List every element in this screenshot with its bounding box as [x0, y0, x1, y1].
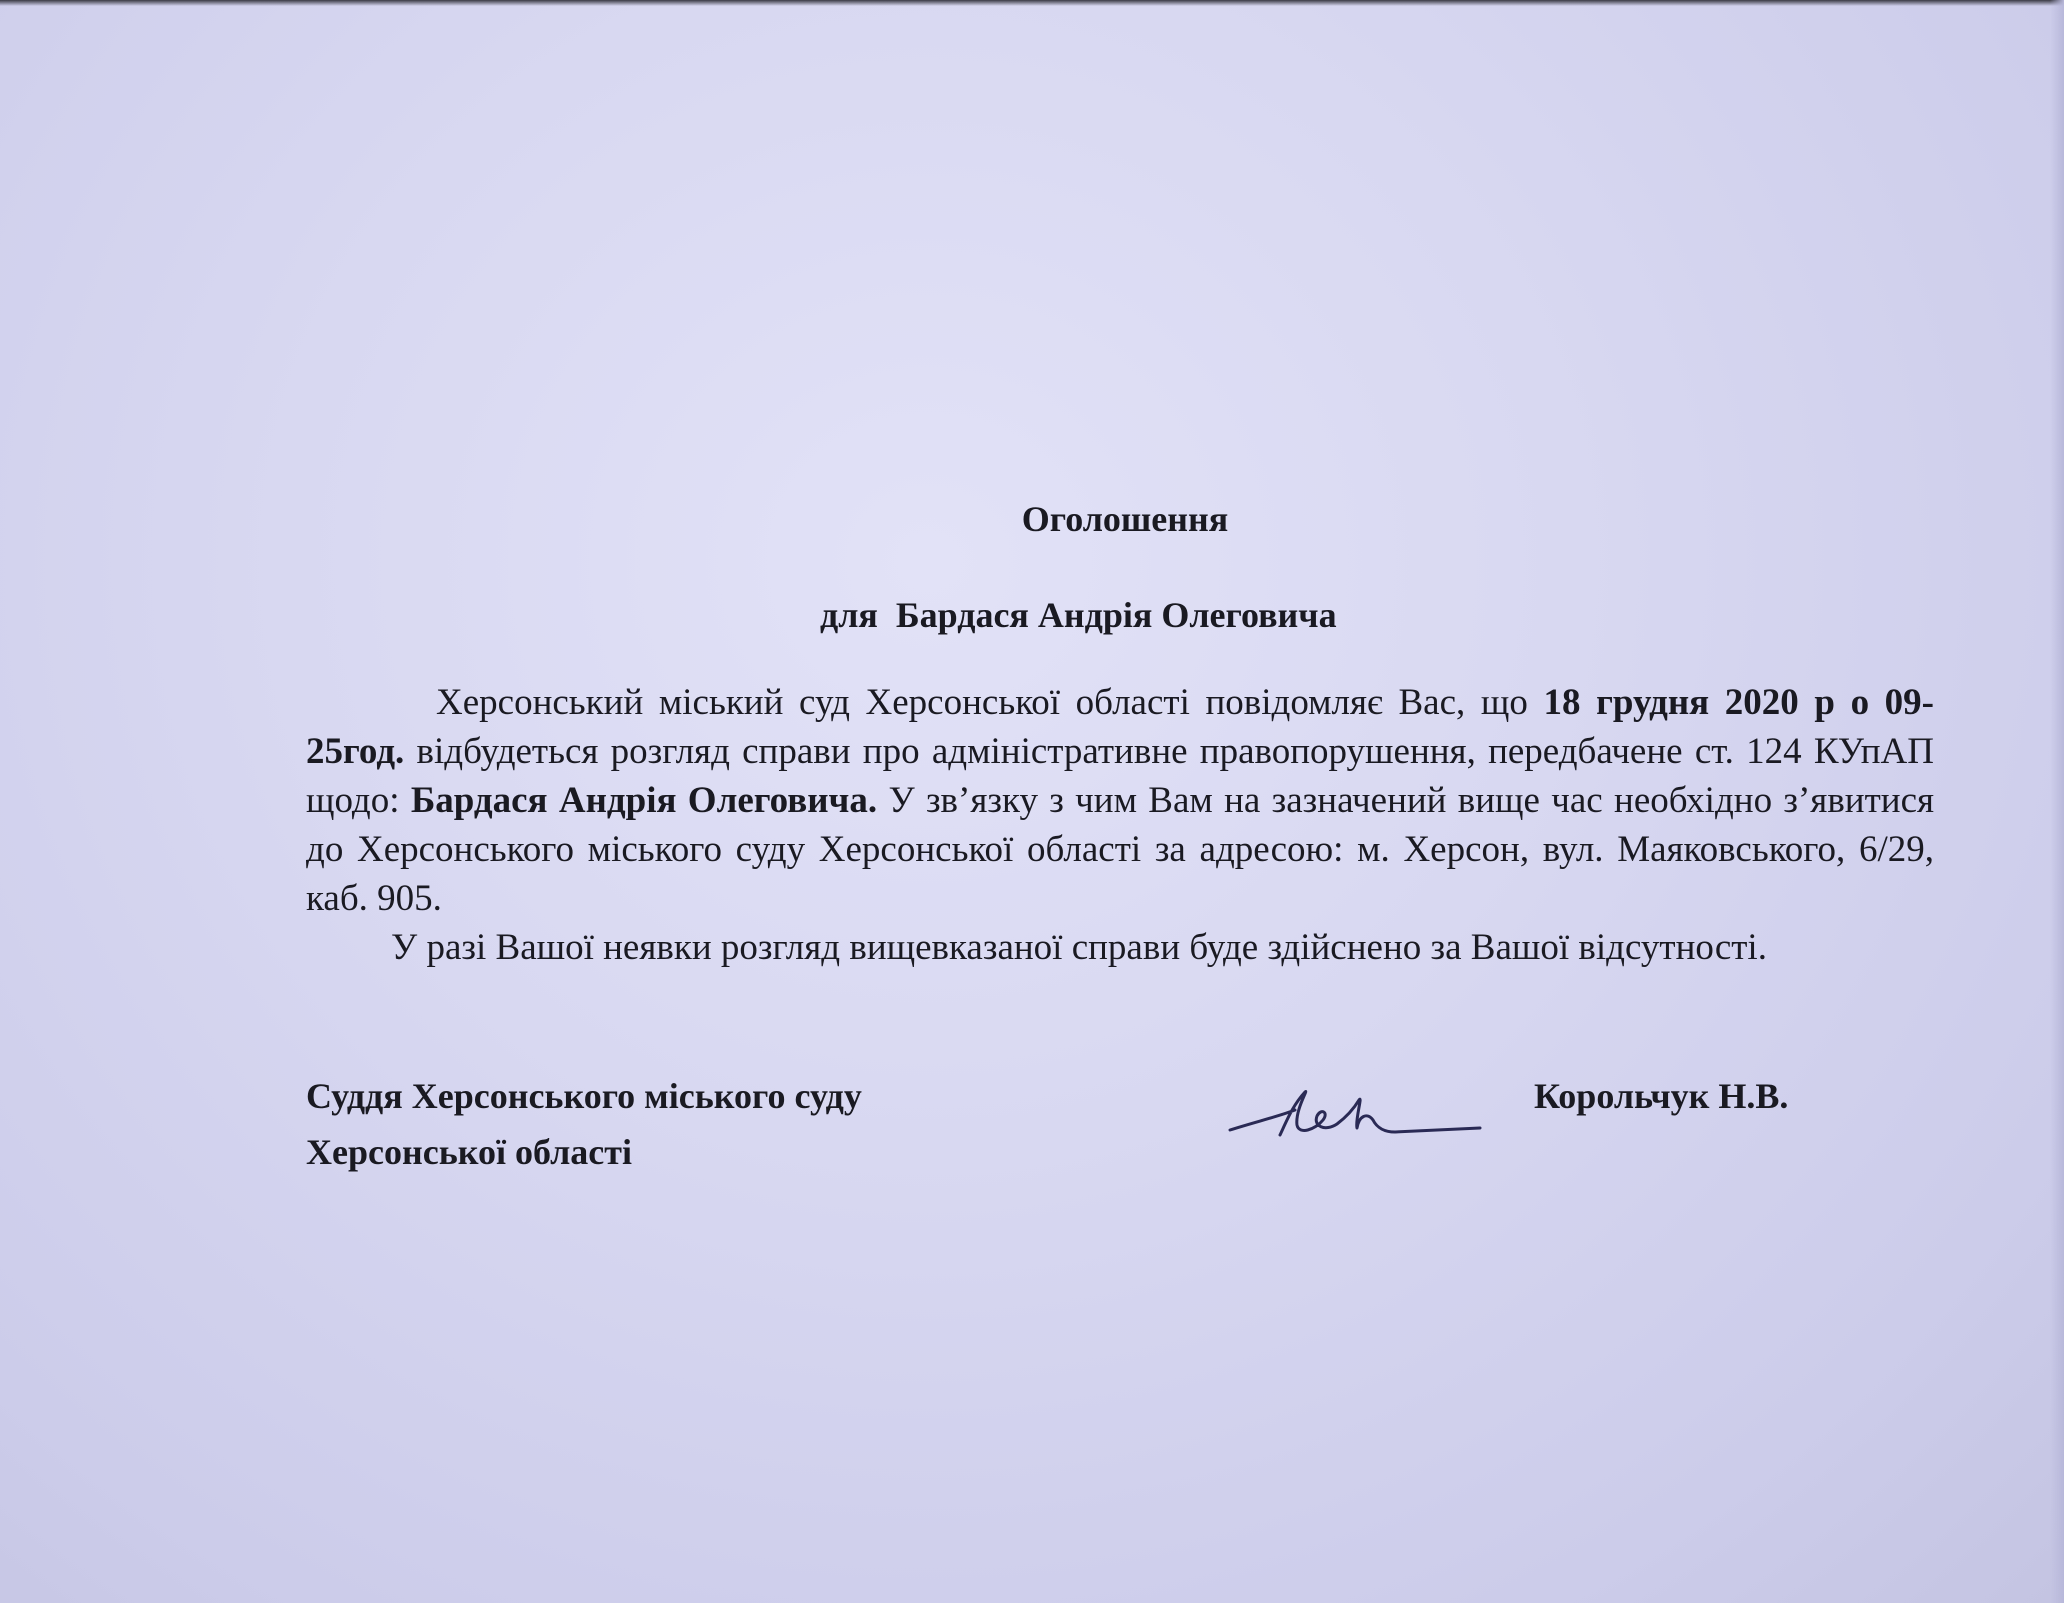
- signatory-position-line2: Херсонської області: [306, 1132, 632, 1172]
- paper-right-edge: [2050, 0, 2064, 1603]
- document-body: [306, 678, 1934, 972]
- top-edge-shadow: [0, 0, 2064, 6]
- paragraph-absence-warning: У разі Вашої неявки розгляд вищевказаної справи буде здійснено за Вашої відсутності.: [391, 927, 1767, 968]
- document-title: Оголошення: [1021, 499, 1229, 539]
- signatory-name: Корольчук Н.В.: [1534, 1076, 1789, 1116]
- notice-text-1: Херсонський міський суд Херсонської області повідомляє Вас, що: [436, 682, 1544, 723]
- handwritten-signature: [1225, 1080, 1485, 1155]
- notice-text-2: відбудеться розгляд справи про адміністративне правопорушення, передбачене ст. 124 КУпАП щодо:: [306, 731, 1934, 821]
- notice-text-3: У зв’язку з чим Вам на зазначений вище час необхідно з’явитися до Херсонського міського суду Херсонської області за адресою: м. Херсон, вул. Маяковського, 6/29, каб. 905.: [306, 780, 1935, 919]
- document-subtitle: для Бардася Андрія Олеговича: [820, 595, 1337, 635]
- defendant-name: Бардася Андрія Олеговича.: [410, 780, 878, 821]
- signatory-position: [306, 1068, 862, 1180]
- hearing-datetime: 18 грудня 2020 р о 09-25год.: [306, 682, 1934, 772]
- paragraph-notice: [306, 678, 1934, 923]
- signatory-position-line1: Суддя Херсонського міського суду: [306, 1076, 862, 1116]
